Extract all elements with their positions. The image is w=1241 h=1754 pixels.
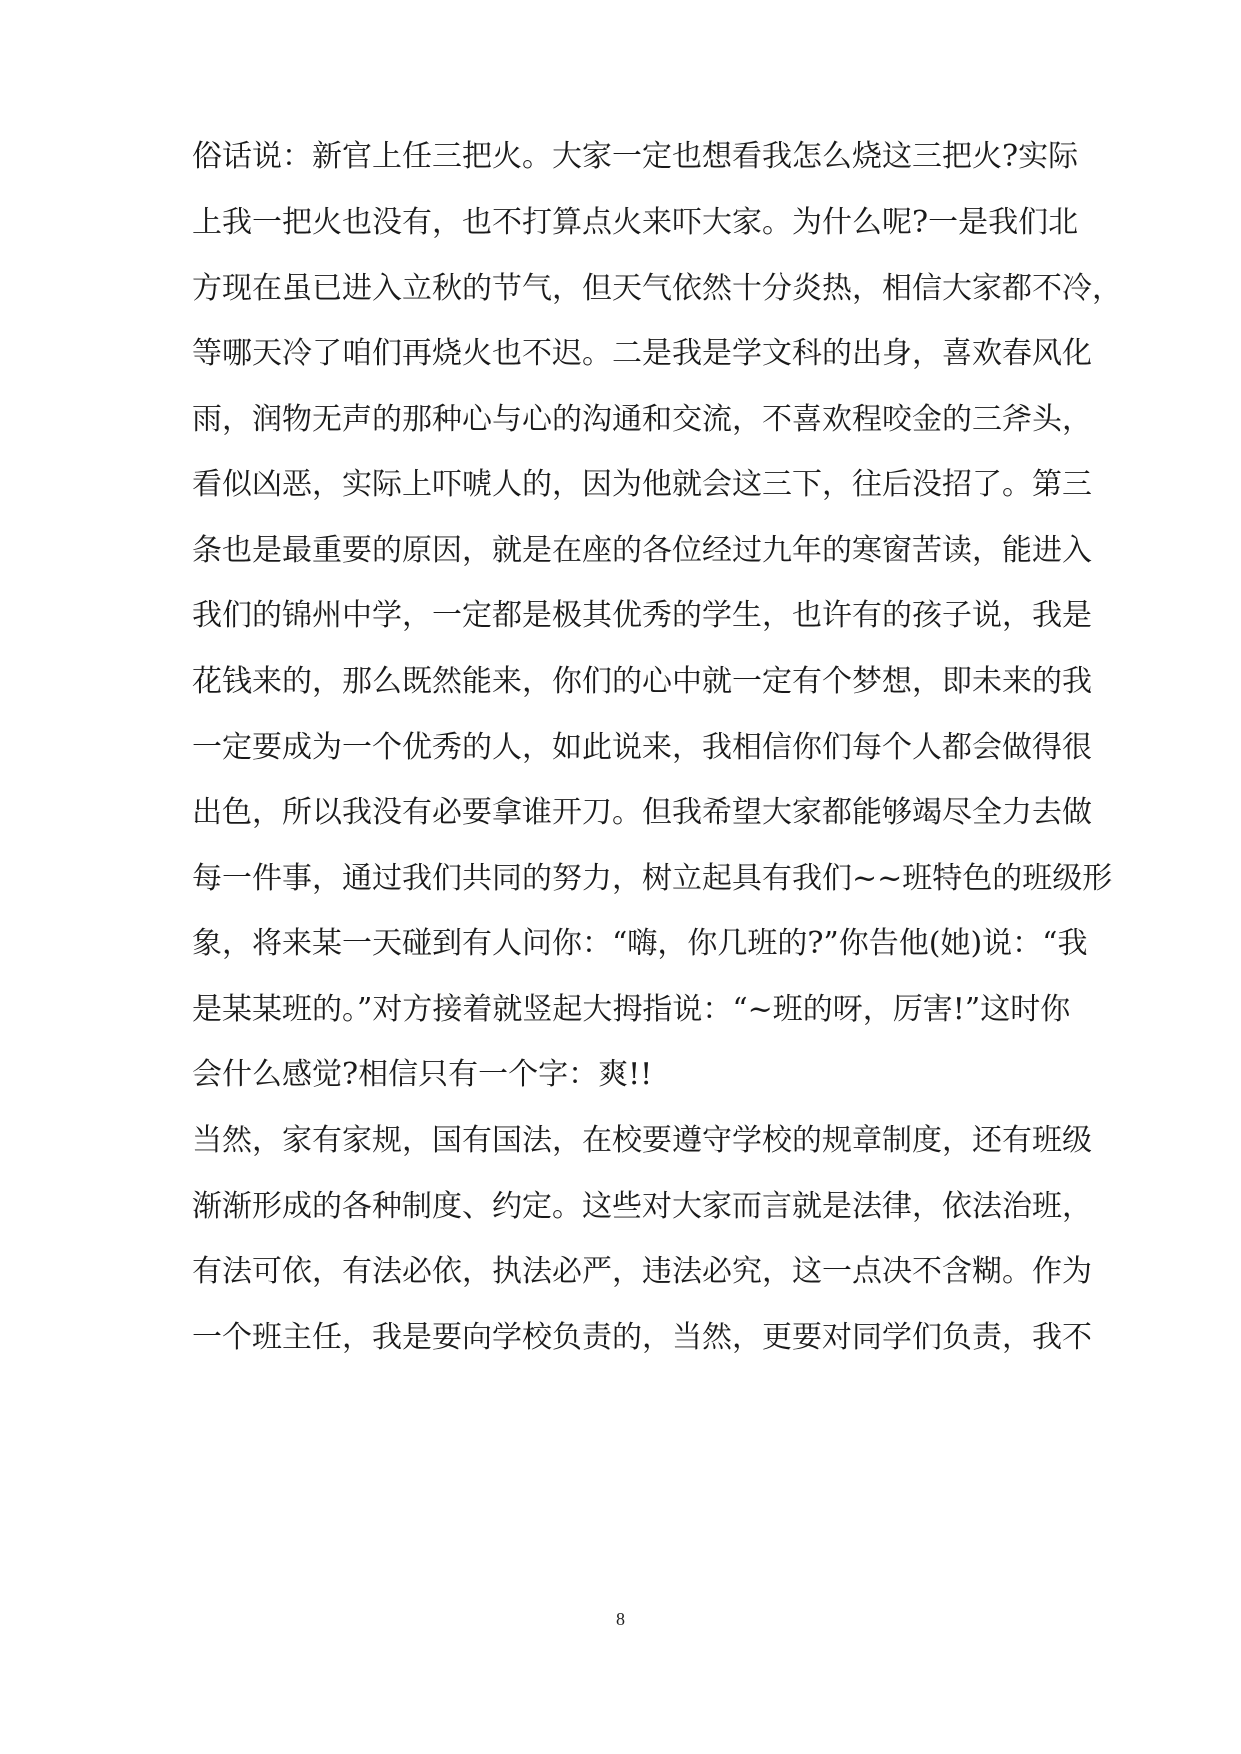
text-line: 雨，润物无声的那种心与心的沟通和交流，不喜欢程咬金的三斧头， [192, 402, 1092, 437]
text-line: 有法可依，有法必依，执法必严，违法必究，这一点决不含糊。作为 [192, 1254, 1092, 1289]
text-line: 出色，所以我没有必要拿谁开刀。但我希望大家都能够竭尽全力去做 [192, 795, 1092, 830]
text-line: 象，将来某一天碰到有人问你：“嗨，你几班的?”你告他(她)说：“我 [192, 926, 1088, 961]
text-line: 方现在虽已进入立秋的节气，但天气依然十分炎热，相信大家都不冷， [192, 271, 1122, 306]
text-line: 是某某班的。”对方接着就竖起大拇指说：“~班的呀，厉害!”这时你 [192, 992, 1071, 1027]
text-line: 会什么感觉?相信只有一个字：爽!! [192, 1057, 653, 1092]
text-line: 每一件事，通过我们共同的努力，树立起具有我们~~班特色的班级形 [192, 861, 1113, 896]
text-line: 渐渐形成的各种制度、约定。这些对大家而言就是法律，依法治班， [192, 1189, 1092, 1224]
text-line: 当然，家有家规，国有国法，在校要遵守学校的规章制度，还有班级 [192, 1123, 1092, 1158]
text-line: 上我一把火也没有，也不打算点火来吓大家。为什么呢?一是我们北 [192, 205, 1079, 240]
text-line: 看似凶恶，实际上吓唬人的，因为他就会这三下，往后没招了。第三 [192, 467, 1092, 502]
text-line: 我们的锦州中学，一定都是极其优秀的学生，也许有的孩子说，我是 [192, 598, 1092, 633]
text-line: 等哪天冷了咱们再烧火也不迟。二是我是学文科的出身，喜欢春风化 [192, 336, 1092, 371]
page-number: 8 [616, 1609, 625, 1629]
text-line: 一定要成为一个优秀的人，如此说来，我相信你们每个人都会做得很 [192, 730, 1092, 765]
text-line: 一个班主任，我是要向学校负责的，当然，更要对同学们负责，我不 [192, 1320, 1092, 1355]
text-line: 花钱来的，那么既然能来，你们的心中就一定有个梦想，即未来的我 [192, 664, 1092, 699]
text-line: 条也是最重要的原因，就是在座的各位经过九年的寒窗苦读，能进入 [192, 533, 1092, 568]
text-line: 俗话说：新官上任三把火。大家一定也想看我怎么烧这三把火?实际 [192, 139, 1079, 174]
